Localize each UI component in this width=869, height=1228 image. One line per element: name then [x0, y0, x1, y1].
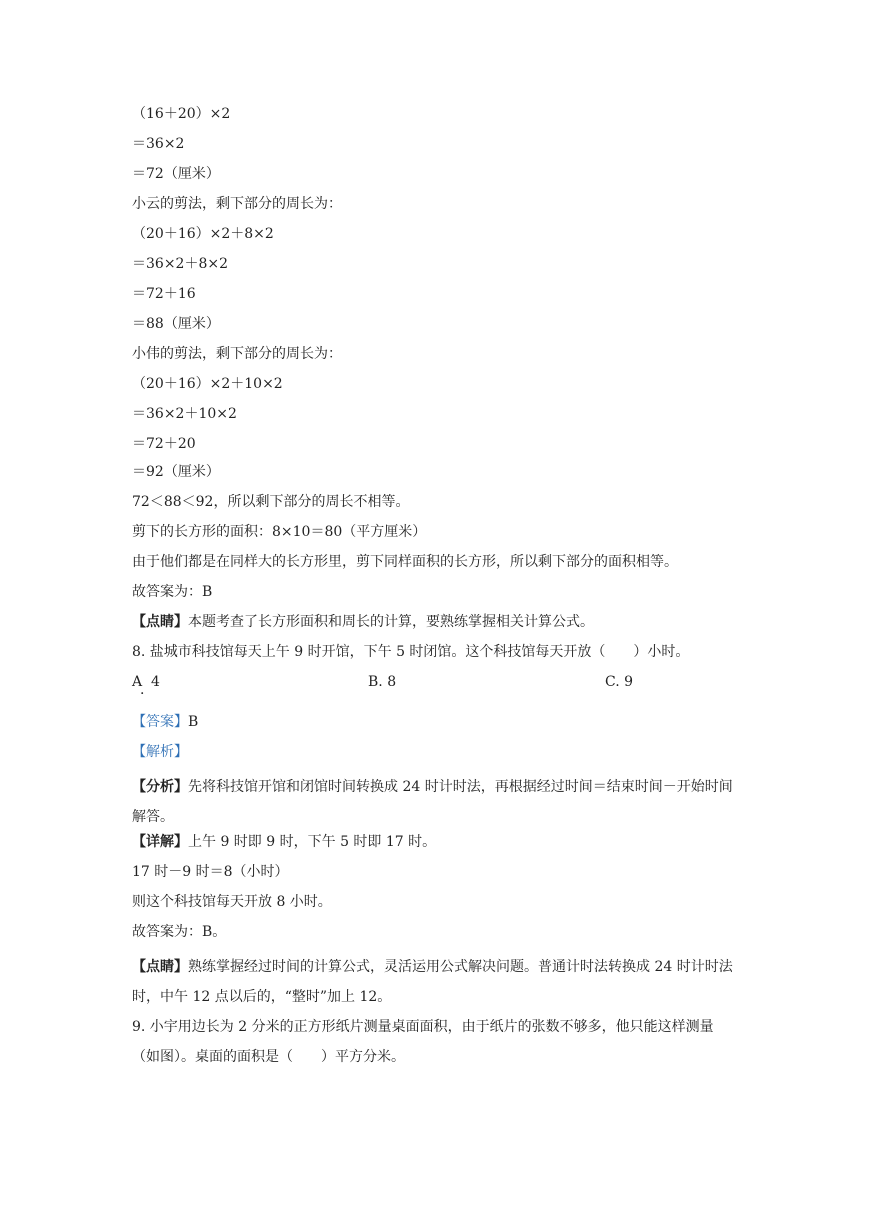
answer-line: 故答案为：B	[132, 584, 213, 600]
calc-line: ＝36×2＋10×2	[132, 406, 237, 422]
option-a	[132, 672, 160, 692]
calc-line: ＝36×2	[132, 136, 185, 152]
fenxi-text: 先将科技馆开馆和闭馆时间转换成 24 时计时法，再根据经过时间＝结束时间－开始时间解答。	[132, 779, 733, 825]
calc-line: ＝88（厘米）	[132, 316, 220, 332]
answer-tag: 【答案】	[132, 714, 188, 730]
question-9: 9. 小宇用边长为 2 分米的正方形纸片测量桌面面积，由于纸片的张数不够多，他只能这样测量（如图）。桌面的面积是（ ）平方分米。	[132, 1019, 714, 1065]
calc-line: ＝72＋16	[132, 286, 196, 302]
analysis-tag: 【解析】	[132, 744, 188, 760]
comment-line	[132, 612, 594, 632]
comparison: 72＜88＜92，所以剩下部分的周长不相等。	[132, 494, 410, 510]
option-a-label: A	[132, 674, 143, 690]
calc-line: （16＋20）×2	[132, 106, 231, 122]
option-b: B. 8	[368, 674, 397, 690]
fenxi-paragraph	[132, 772, 738, 832]
calc-line: ＝92（厘米）	[132, 464, 220, 480]
dianjing-tag: 【点睛】	[132, 959, 188, 975]
final-answer: 故答案为：B。	[132, 924, 227, 940]
calc-line: 17 时－9 时＝8（小时）	[132, 864, 289, 880]
area-calc: 剪下的长方形的面积：8×10＝80（平方厘米）	[132, 524, 427, 540]
then-line: 则这个科技馆每天开放 8 小时。	[132, 894, 332, 910]
question-8: 8. 盐城市科技馆每天上午 9 时开馆，下午 5 时闭馆。这个科技馆每天开放（ ）小时。	[132, 644, 690, 660]
option-a-dot: ·	[140, 686, 145, 702]
option-c: C. 9	[605, 674, 634, 690]
calc-line: ＝36×2＋8×2	[132, 256, 228, 272]
option-a-value: 4	[151, 674, 160, 690]
dianjing-text: 熟练掌握经过时间的计算公式，灵活运用公式解决问题。普通计时法转换成 24 时计时法时，中午 12 点以后的，“整时”加上 12。	[132, 959, 733, 1005]
dianjing-paragraph	[132, 952, 738, 1012]
calc-line: ＝72（厘米）	[132, 166, 220, 182]
xiangjie-tag: 【详解】	[132, 834, 188, 850]
answer-line	[132, 712, 198, 732]
answer-value: B	[188, 714, 199, 730]
xiangjie-line	[132, 832, 436, 852]
comment-tag: 【点睛】	[132, 614, 188, 630]
xiangjie-text: 上午 9 时即 9 时，下午 5 时即 17 时。	[188, 834, 437, 850]
calc-line: （20＋16）×2＋8×2	[132, 226, 274, 242]
xiaowei-intro: 小伟的剪法，剩下部分的周长为：	[132, 346, 342, 362]
calc-line: ＝72＋20	[132, 436, 196, 452]
xiaoyun-intro: 小云的剪法，剩下部分的周长为：	[132, 196, 342, 212]
reason: 由于他们都是在同样大的长方形里，剪下同样面积的长方形，所以剩下部分的面积相等。	[132, 554, 678, 570]
comment-text: 本题考查了长方形面积和周长的计算，要熟练掌握相关计算公式。	[188, 614, 594, 630]
calc-line: （20＋16）×2＋10×2	[132, 376, 283, 392]
fenxi-tag: 【分析】	[132, 779, 188, 795]
